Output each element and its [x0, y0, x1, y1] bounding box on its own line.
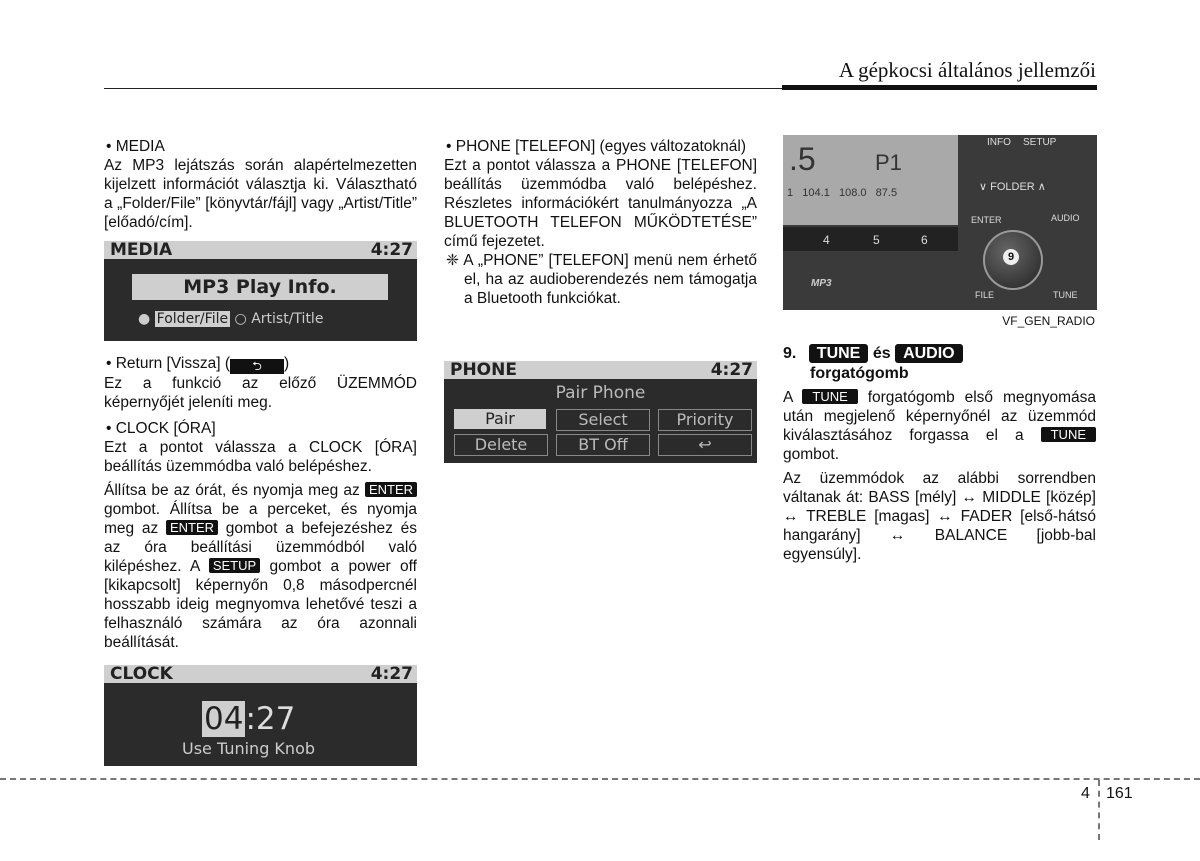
clock-bullet: • CLOCK [ÓRA]	[106, 420, 216, 437]
clock-screen-title: CLOCK	[110, 665, 173, 684]
radio-preset-buttons	[783, 227, 958, 251]
column-left	[104, 137, 417, 232]
radio-unit-photo	[783, 135, 1097, 330]
radio-audio-label: AUDIO	[1051, 213, 1080, 223]
phone-screen-sub: Pair Phone	[555, 383, 646, 403]
audio-key-label: AUDIO	[895, 344, 963, 363]
radio-tune-label: TUNE	[1053, 290, 1078, 300]
radio-freq: .5	[789, 141, 816, 177]
radio-knob-callout: 9	[1003, 249, 1019, 265]
phone-button-back: ↩	[658, 434, 752, 456]
media-screen	[104, 241, 417, 341]
phone-screen	[444, 361, 757, 463]
radio-file-label: FILE	[975, 290, 995, 300]
page-header-title: A gépkocsi általános jellemzői	[838, 58, 1096, 82]
radio-preset-6: 6	[921, 233, 928, 247]
tune-description: A TUNE forgatógomb első megnyomása után megjelenő képernyőnél az üzemmód kiválasztásához forgassa el a TUNE gombot.	[783, 389, 1096, 463]
footer-dashed-divider	[1098, 780, 1100, 840]
media-screen-opt2: Artist/Title	[251, 311, 324, 327]
phone-button-delete: Delete	[454, 434, 548, 456]
radio-mp3-label: MP3	[811, 278, 832, 289]
return-bullet: • Return [Vissza] ( ⮌ )	[106, 355, 290, 373]
radio-caption: VF_GEN_RADIO	[1002, 314, 1095, 328]
media-screen-main: MP3 Play Info.	[132, 274, 388, 300]
phone-button-pair: Pair	[454, 409, 546, 429]
page-number: 161	[1106, 785, 1133, 802]
phone-screen-time: 4:27	[710, 361, 753, 380]
radio-preset-4: 4	[823, 233, 830, 247]
media-screen-time: 4:27	[370, 241, 413, 260]
clock-screen	[104, 665, 417, 766]
tune-key-inline-2: TUNE	[1041, 427, 1096, 442]
clock-screen-bar	[104, 665, 417, 683]
media-screen-opt1: Folder/File	[156, 311, 229, 327]
tune-key-inline: TUNE	[802, 389, 857, 404]
radio-preset-5: 5	[873, 233, 880, 247]
enter-key-label-2: ENTER	[166, 520, 218, 535]
header-rule	[104, 88, 782, 89]
section-heading: 9. TUNE és AUDIO forgatógomb	[783, 344, 1096, 384]
setup-key-label: SETUP	[209, 558, 260, 573]
phone-screen-title: PHONE	[450, 361, 517, 380]
radio-enter-label: ENTER	[971, 215, 1002, 225]
column-left-2	[104, 354, 417, 652]
clock-text2: Állítsa be az órát, és nyomja meg az ENTER gombot. Állítsa be a perceket, és nyomja meg az ENTER gombot a befejezéshez és az óra beállítási üzemmódból való kilépéshez. A SETUP gombot a power off [kikapcsolt] képernyőn 0,8 másodpercnél hosszabb ideig megnyomva lehetővé teszi a felhasználó számára az óra azonnali beállítását.	[104, 482, 417, 651]
phone-note: ❈ A „PHONE” [TELEFON] menü nem érhető el, ha az audioberendezés nem támogatja a Bluetooth funkciókat.	[446, 252, 757, 307]
return-icon: ⮌	[230, 359, 284, 374]
radio-preset: P1	[875, 150, 902, 175]
mode-order-text: Az üzemmódok az alábbi sorrendben váltanak át: BASS [mély] ↔ MIDDLE [közép] ↔ TREBLE [magas] ↔ FADER [első-hátsó hangarány] ↔ BALANCE [jobb-bal egyensúly].	[783, 470, 1096, 563]
radio-folder-label: ∨ FOLDER ∧	[979, 181, 1046, 193]
column-right	[783, 344, 1096, 564]
radio-freq-list: 1 104.1 108.0 87.5	[787, 187, 898, 199]
footer-dashed-rule	[0, 778, 1200, 780]
media-screen-title: MEDIA	[110, 241, 173, 260]
clock-screen-hours: 04	[204, 701, 244, 737]
header-rule-accent	[782, 85, 1097, 90]
return-text: Ez a funkció az előző ÜZEMMÓD képernyőjét jeleníti meg.	[104, 375, 417, 411]
media-screen-bar	[104, 241, 417, 259]
clock-text1: Ezt a pontot válassza a CLOCK [ÓRA] beállítás üzemmódba való belépéshez.	[104, 439, 417, 475]
clock-screen-hint: Use Tuning Knob	[182, 739, 316, 758]
phone-button-bt-off: BT Off	[556, 434, 650, 456]
phone-button-select: Select	[556, 409, 650, 431]
phone-button-priority: Priority	[658, 409, 752, 431]
media-text: Az MP3 lejátszás során alapértelmezetten kijelzett információt választja ki. Választható a „Folder/File” [könyvtár/fájl] vagy „Artist/Title” [előadó/cím].	[104, 157, 417, 231]
radio-info-label: INFO	[987, 137, 1011, 148]
radio-setup-label: SETUP	[1023, 137, 1057, 148]
media-screen-options: ● Folder/File ○ Artist/Title	[138, 311, 324, 327]
media-bullet: • MEDIA	[106, 138, 165, 155]
phone-text: Ezt a pontot válassza a PHONE [TELEFON] beállítás üzemmódba való belépéshez. Részletes információkért tanulmányozza „A BLUETOOTH TELEFON MŰKÖDTETÉSE” című fejezetet.	[444, 157, 757, 250]
tune-key-label: TUNE	[809, 344, 869, 363]
clock-screen-minutes: :27	[245, 701, 296, 737]
clock-screen-time: 4:27	[370, 665, 413, 684]
phone-bullet: • PHONE [TELEFON] (egyes változatoknál)	[446, 138, 747, 155]
chapter-number: 4	[1081, 785, 1090, 802]
clock-screen-digits	[202, 701, 295, 737]
phone-screen-bar	[444, 361, 757, 379]
column-middle	[444, 137, 757, 308]
enter-key-label: ENTER	[365, 482, 417, 497]
